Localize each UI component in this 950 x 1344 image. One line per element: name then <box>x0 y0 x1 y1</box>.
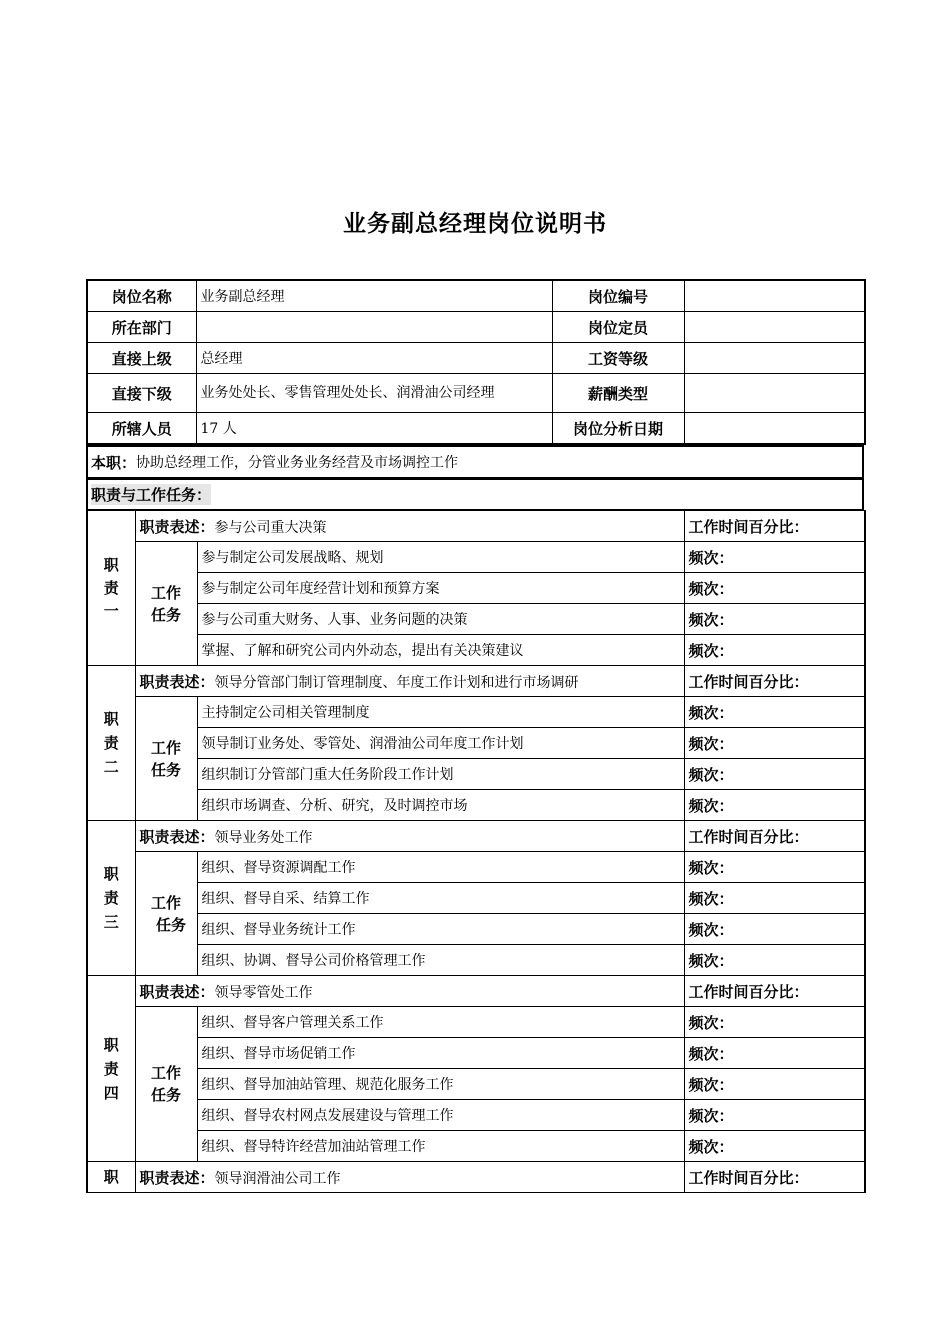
responsibilities-table <box>86 510 866 1193</box>
task-text: 组织、协调、督导公司价格管理工作 <box>197 945 684 976</box>
core-duty-row <box>86 445 864 478</box>
task-text: 组织、督导自采、结算工作 <box>197 883 684 914</box>
task-frequency: 频次： <box>684 883 865 914</box>
label-salary-grade: 工资等级 <box>552 343 684 374</box>
resp-4-desc: 职责表述：领导零管处工作 <box>135 976 684 1007</box>
resp-4-task-5 <box>87 1131 865 1162</box>
value-headcount <box>684 312 865 343</box>
task-text: 参与制定公司年度经营计划和预算方案 <box>197 573 684 604</box>
position-info-table <box>86 279 866 445</box>
resp-3-desc: 职责表述：领导业务处工作 <box>135 821 684 852</box>
value-subordinates: 业务处处长、零售管理处处长、润滑油公司经理 <box>196 374 552 413</box>
resp-2-task-1 <box>87 697 865 728</box>
resp-5-desc-row <box>87 1162 865 1193</box>
task-frequency: 频次： <box>684 852 865 883</box>
resp-1-task-label: 工作 任务 <box>135 542 197 666</box>
resp-4-label: 职 责 四 <box>87 976 135 1162</box>
task-frequency: 频次： <box>684 1131 865 1162</box>
resp-2-percent: 工作时间百分比： <box>684 666 865 697</box>
task-text: 主持制定公司相关管理制度 <box>197 697 684 728</box>
resp-4-task-2 <box>87 1038 865 1069</box>
resp-3-task-2 <box>87 883 865 914</box>
resp-3-label: 职 责 三 <box>87 821 135 976</box>
resp-3-task-label: 工作 任务 <box>135 852 197 976</box>
core-duty-text: 协助总经理工作，分管业务业务经营及市场调控工作 <box>136 455 459 471</box>
resp-3-task-3 <box>87 914 865 945</box>
task-frequency: 频次： <box>684 759 865 790</box>
resp-3-desc-row <box>87 821 865 852</box>
resp-4-task-3 <box>87 1069 865 1100</box>
info-row-staff <box>87 413 865 445</box>
resp-5-percent: 工作时间百分比： <box>684 1162 865 1193</box>
task-text: 组织市场调查、分析、研究，及时调控市场 <box>197 790 684 821</box>
value-salary-grade <box>684 343 865 374</box>
page-title: 业务副总经理岗位说明书 <box>343 211 607 237</box>
resp-3-percent: 工作时间百分比： <box>684 821 865 852</box>
resp-4-task-label: 工作 任务 <box>135 1007 197 1162</box>
task-frequency: 频次： <box>684 573 865 604</box>
tasks-header: 职责与工作任务： <box>91 486 212 504</box>
task-frequency: 频次： <box>684 1069 865 1100</box>
task-frequency: 频次： <box>684 604 865 635</box>
task-text: 组织、督导特许经营加油站管理工作 <box>197 1131 684 1162</box>
resp-1-task-4 <box>87 635 865 666</box>
value-department <box>196 312 552 343</box>
task-text: 组织、督导农村网点发展建设与管理工作 <box>197 1100 684 1131</box>
label-staff: 所辖人员 <box>87 413 196 445</box>
task-text: 参与制定公司发展战略、规划 <box>197 542 684 573</box>
value-staff: 17 人 <box>196 413 552 445</box>
resp-1-label: 职 责 一 <box>87 511 135 666</box>
resp-3-task-1 <box>87 852 865 883</box>
core-duty-label: 本职： <box>91 453 137 472</box>
resp-1-desc: 职责表述：参与公司重大决策 <box>135 511 684 542</box>
task-text: 掌握、了解和研究公司内外动态，提出有关决策建议 <box>197 635 684 666</box>
info-row-position-name <box>87 280 865 312</box>
resp-2-label: 职 责 二 <box>87 666 135 821</box>
label-analysis-date: 岗位分析日期 <box>552 413 684 445</box>
resp-4-percent: 工作时间百分比： <box>684 976 865 1007</box>
value-position-name: 业务副总经理 <box>196 280 552 312</box>
resp-1-task-3 <box>87 604 865 635</box>
resp-1-task-1 <box>87 542 865 573</box>
label-pay-type: 薪酬类型 <box>552 374 684 413</box>
task-text: 组织、督导加油站管理、规范化服务工作 <box>197 1069 684 1100</box>
label-superior: 直接上级 <box>87 343 196 374</box>
task-text: 组织、督导资源调配工作 <box>197 852 684 883</box>
task-frequency: 频次： <box>684 1007 865 1038</box>
resp-2-task-2 <box>87 728 865 759</box>
task-frequency: 频次： <box>684 542 865 573</box>
task-frequency: 频次： <box>684 728 865 759</box>
resp-5-desc: 职责表述：领导润滑油公司工作 <box>135 1162 684 1193</box>
task-text: 组织、督导客户管理关系工作 <box>197 1007 684 1038</box>
resp-2-desc-row <box>87 666 865 697</box>
label-position-code: 岗位编号 <box>552 280 684 312</box>
label-subordinates: 直接下级 <box>87 374 196 413</box>
task-frequency: 频次： <box>684 790 865 821</box>
task-frequency: 频次： <box>684 635 865 666</box>
info-row-department <box>87 312 865 343</box>
task-text: 领导制订业务处、零管处、润滑油公司年度工作计划 <box>197 728 684 759</box>
task-text: 组织制订分管部门重大任务阶段工作计划 <box>197 759 684 790</box>
resp-2-task-label: 工作 任务 <box>135 697 197 821</box>
task-frequency: 频次： <box>684 1038 865 1069</box>
tasks-header-row <box>86 478 864 510</box>
resp-4-task-4 <box>87 1100 865 1131</box>
resp-1-task-2 <box>87 573 865 604</box>
label-position-name: 岗位名称 <box>87 280 196 312</box>
resp-4-desc-row <box>87 976 865 1007</box>
resp-2-task-4 <box>87 790 865 821</box>
resp-3-task-4 <box>87 945 865 976</box>
info-row-subordinates <box>87 374 865 413</box>
resp-2-desc: 职责表述：领导分管部门制订管理制度、年度工作计划和进行市场调研 <box>135 666 684 697</box>
task-frequency: 频次： <box>684 1100 865 1131</box>
resp-2-task-3 <box>87 759 865 790</box>
task-text: 组织、督导市场促销工作 <box>197 1038 684 1069</box>
value-superior: 总经理 <box>196 343 552 374</box>
task-frequency: 频次： <box>684 945 865 976</box>
task-text: 参与公司重大财务、人事、业务问题的决策 <box>197 604 684 635</box>
resp-4-task-1 <box>87 1007 865 1038</box>
task-text: 组织、督导业务统计工作 <box>197 914 684 945</box>
value-pay-type <box>684 374 865 413</box>
resp-1-percent: 工作时间百分比： <box>684 511 865 542</box>
info-row-superior <box>87 343 865 374</box>
task-frequency: 频次： <box>684 914 865 945</box>
label-headcount: 岗位定员 <box>552 312 684 343</box>
value-position-code <box>684 280 865 312</box>
task-frequency: 频次： <box>684 697 865 728</box>
value-analysis-date <box>684 413 865 445</box>
resp-1-desc-row <box>87 511 865 542</box>
label-department: 所在部门 <box>87 312 196 343</box>
resp-5-label: 职 <box>87 1162 135 1193</box>
